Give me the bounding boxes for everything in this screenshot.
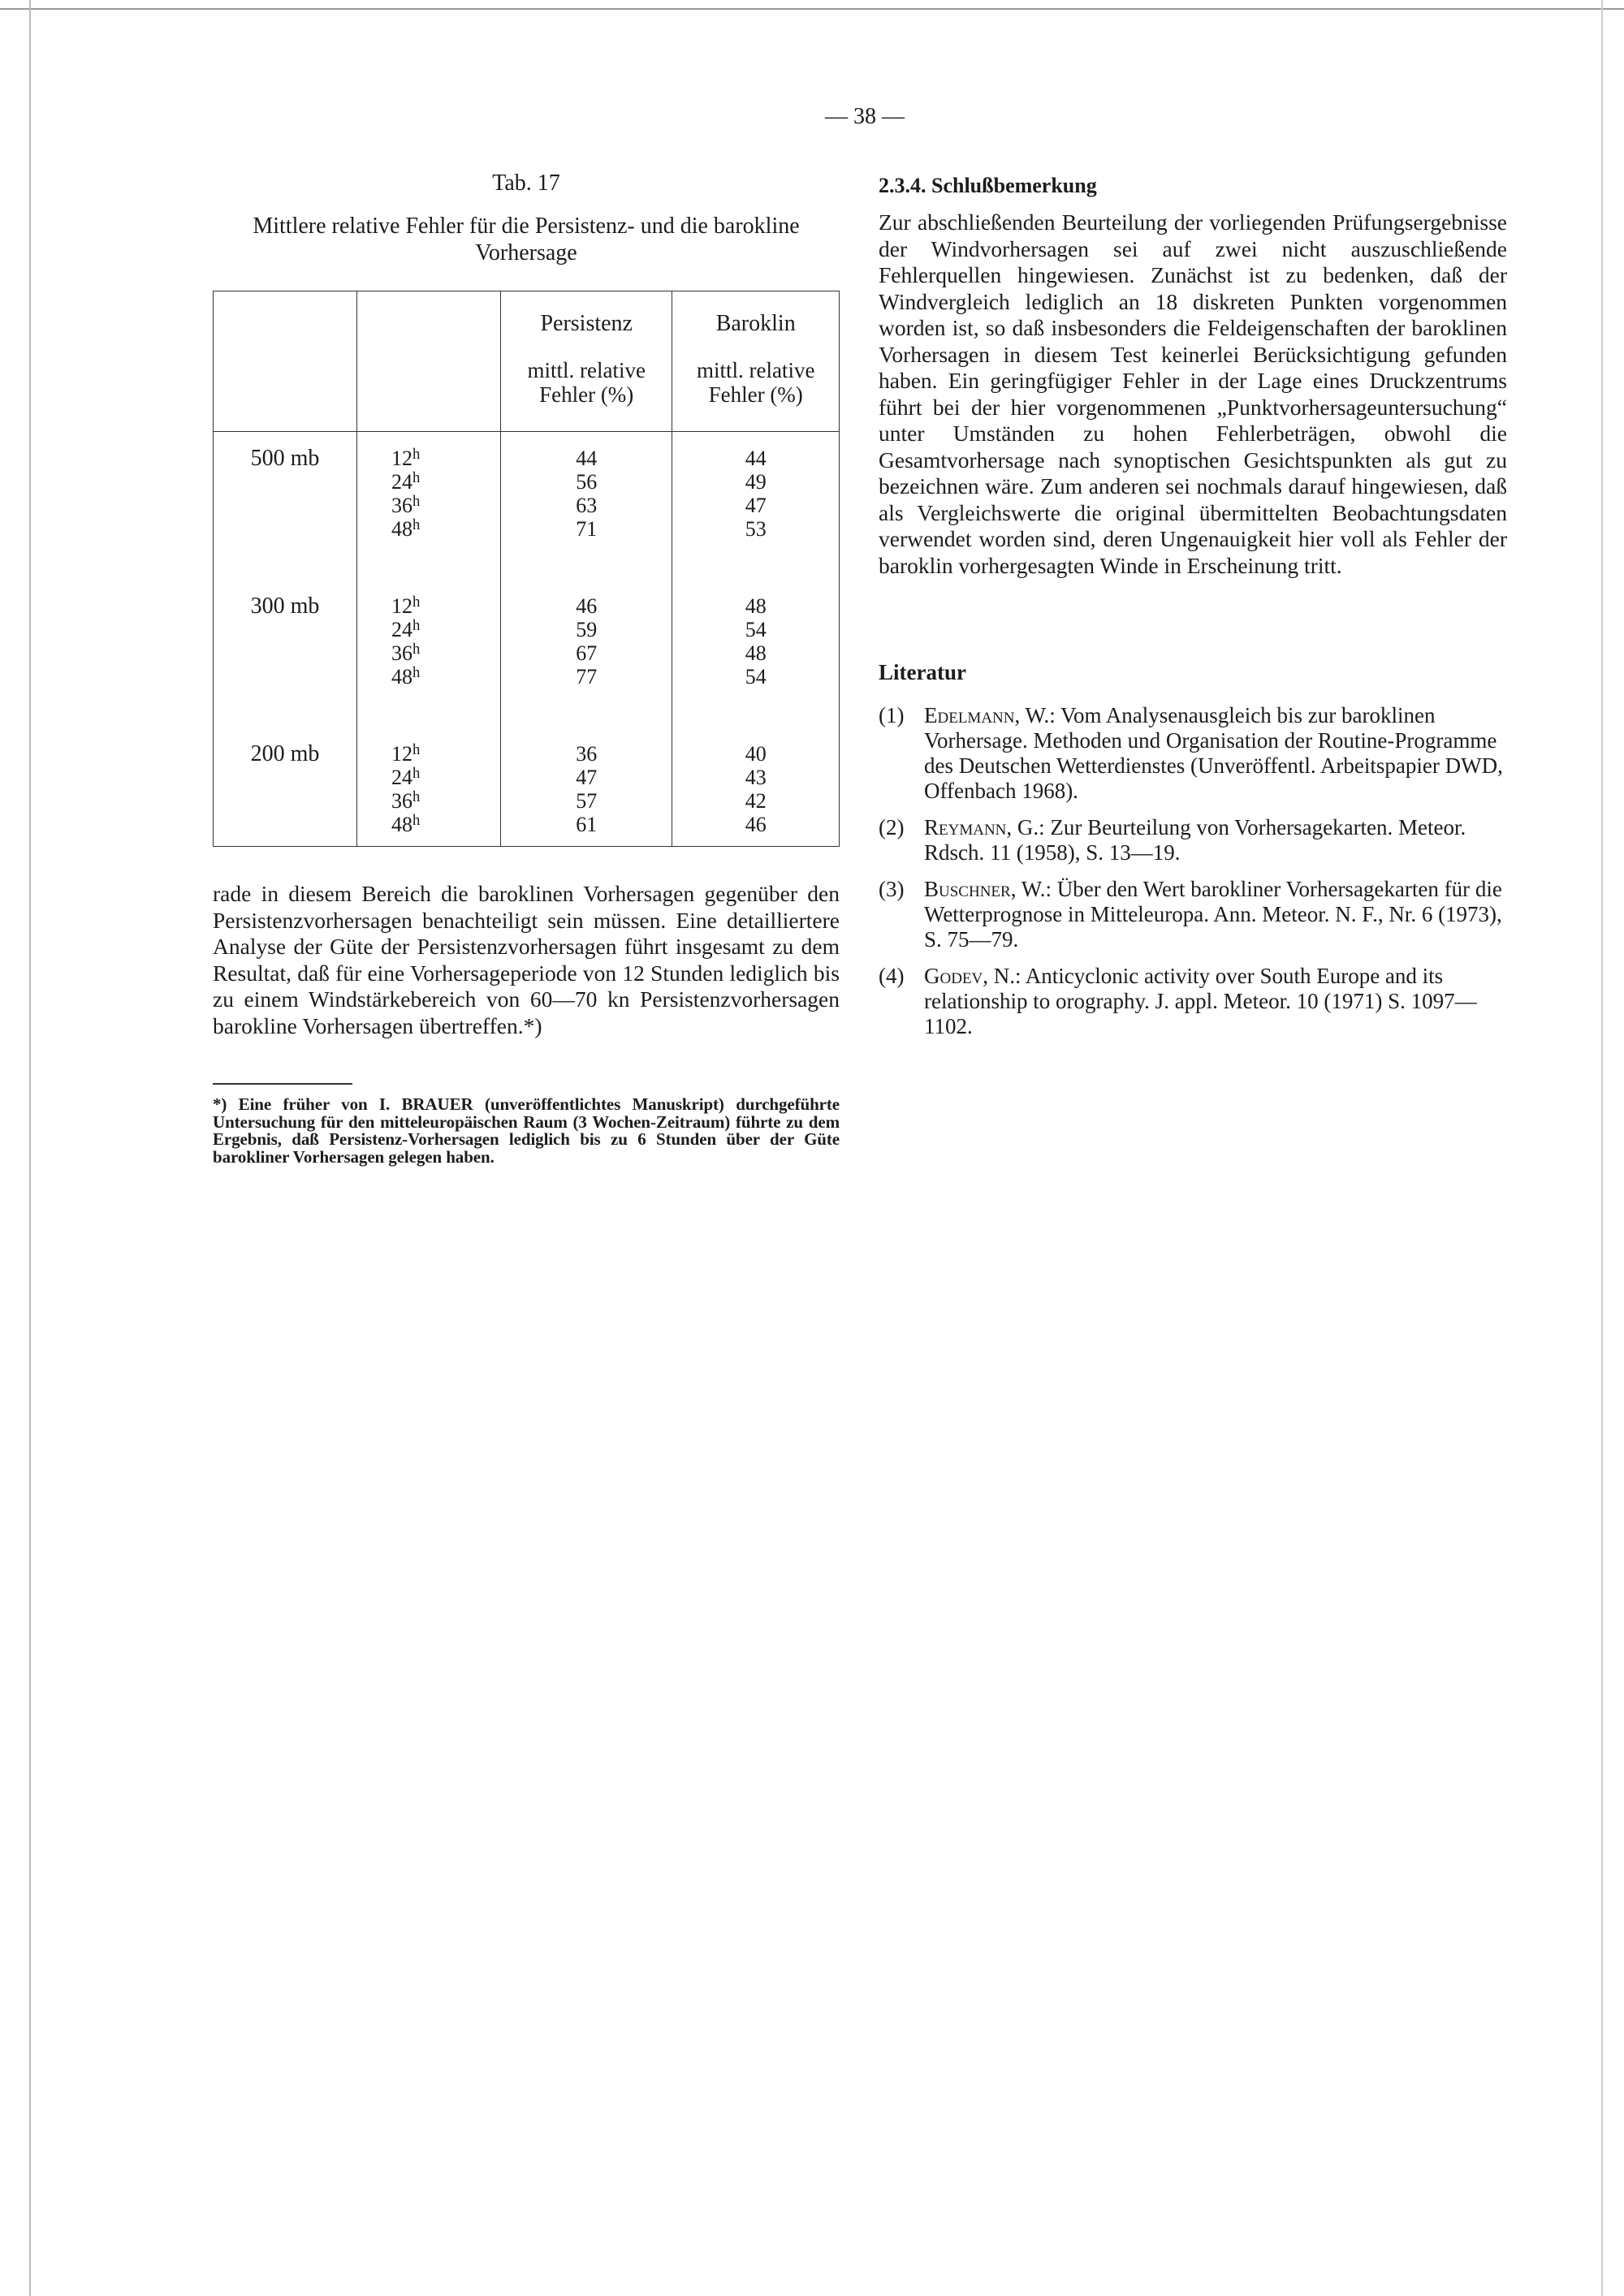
persistenz-value: 59 bbox=[576, 618, 598, 641]
pressure-level: 500 mb bbox=[214, 432, 357, 582]
forecast-hour-value: 36 bbox=[391, 494, 412, 517]
right-column bbox=[879, 174, 1507, 1051]
reference-number: (2) bbox=[879, 815, 905, 839]
forecast-hour bbox=[391, 789, 500, 813]
reference-author: Edelmann, W.: bbox=[924, 703, 1056, 727]
reference-author: Reymann, G.: bbox=[924, 815, 1045, 839]
baroklin-value: 42 bbox=[745, 789, 767, 813]
baroklin-value: 48 bbox=[745, 641, 767, 665]
forecast-hour-value: 24 bbox=[391, 766, 412, 789]
left-column bbox=[213, 170, 840, 1183]
header-persistenz-cell bbox=[501, 291, 672, 432]
hour-suffix: h bbox=[412, 740, 421, 758]
reference-list bbox=[879, 703, 1507, 1039]
hour-suffix: h bbox=[412, 764, 421, 782]
section-paragraph: Zur abschließenden Beurteilung der vorliegenden Prüfungsergebnisse der Windvorhersagen sei auf zwei nicht auszuschließende Fehlerquellen hingewiesen. Zunächst ist zu bedenken, daß der Windvergleich lediglich an 18 diskreten Punkten vorgenommen worden ist, so daß insbesonders die Feldeigenschaften der baroklinen Vorhersagen in diesem Test keinerlei Berücksichtigung gefunden haben. Ein geringfügiger Fehler in der Lage eines Druckzentrums führt bei der hier vorgenommenen „Punktvorhersageuntersuchung“ unter Umständen zu hohen Fehlerbeträgen, obwohl die Gesamtvorhersage nach synoptischen Gesichtspunkten als gut zu bezeichnen wäre. Zum anderen sei nochmals darauf hingewiesen, daß als Vergleichswerte die original übermittelten Beobachtungsdaten verwendet worden sind, deren Ungenauigkeit hier voll als Fehler der baroklin vorhergesagten Winde in Erscheinung tritt. bbox=[879, 209, 1507, 578]
persistenz-value: 47 bbox=[576, 766, 598, 789]
reference-item bbox=[879, 703, 1507, 804]
reference-text bbox=[924, 703, 1507, 804]
forecast-hour bbox=[391, 742, 500, 766]
forecast-hour-value: 24 bbox=[391, 618, 412, 641]
forecast-hour-value: 48 bbox=[391, 517, 412, 541]
left-paragraph: rade in diesem Bereich die baroklinen Vorhersagen gegenüber den Persistenzvorhersagen benachteiligt sein müssen. Eine detailliertere Analyse der Güte der Persistenzvorhersagen führt insgesamt zu dem Resultat, daß für eine Vorhersageperiode von 12 Stunden lediglich bis zu einem Windstärkebereich von 60—70 kn Persistenzvorhersagen barokline Vorhersagen übertreffen.*) bbox=[213, 881, 840, 1038]
forecast-hour bbox=[391, 766, 500, 789]
hour-suffix: h bbox=[412, 811, 421, 829]
persistenz-value: 61 bbox=[576, 813, 598, 836]
forecast-hour bbox=[391, 470, 500, 494]
hour-suffix: h bbox=[412, 640, 421, 658]
scan-border-right bbox=[1601, 0, 1603, 2296]
persistenz-value: 71 bbox=[576, 517, 598, 541]
hour-suffix: h bbox=[412, 445, 421, 463]
hour-suffix: h bbox=[412, 663, 421, 681]
persistenz-value: 67 bbox=[576, 641, 598, 665]
forecast-hour bbox=[391, 447, 500, 470]
forecast-hours-cell bbox=[357, 729, 501, 847]
hour-suffix: h bbox=[412, 788, 421, 805]
baroklin-value: 40 bbox=[745, 742, 767, 766]
reference-body: Zur Beurteilung von Vorhersagekarten. Meteor. Rdsch. 11 (1958), S. 13—19. bbox=[924, 815, 1466, 865]
reference-item bbox=[879, 815, 1507, 865]
reference-body: Anticyclonic activity over South Europe and its relationship to orography. J. appl. Meteor. 10 (1971) S. 1097—1102. bbox=[924, 964, 1477, 1038]
persistenz-values-cell bbox=[501, 729, 672, 847]
forecast-hour bbox=[391, 618, 500, 641]
reference-number: (1) bbox=[879, 703, 905, 727]
baroklin-value: 47 bbox=[745, 494, 767, 517]
baroklin-value: 49 bbox=[745, 470, 767, 494]
forecast-hour bbox=[391, 813, 500, 836]
forecast-hour-value: 12 bbox=[391, 594, 412, 618]
header-hours-cell bbox=[357, 291, 501, 432]
baroklin-value: 54 bbox=[745, 665, 767, 688]
header-baroklin-cell bbox=[672, 291, 840, 432]
baroklin-values-cell bbox=[672, 581, 840, 729]
reference-text bbox=[924, 964, 1507, 1039]
reference-number: (4) bbox=[879, 964, 905, 988]
forecast-hours-cell bbox=[357, 432, 501, 582]
forecast-hour-value: 12 bbox=[391, 742, 412, 766]
forecast-hour-value: 36 bbox=[391, 641, 412, 665]
forecast-hour-value: 48 bbox=[391, 665, 412, 688]
reference-number: (3) bbox=[879, 877, 905, 901]
hour-suffix: h bbox=[412, 468, 421, 486]
header-persistenz-sub: mittl. relative Fehler (%) bbox=[527, 358, 646, 407]
forecast-hour bbox=[391, 641, 500, 665]
table-label: Tab. 17 bbox=[492, 170, 560, 196]
scan-border-top bbox=[0, 8, 1624, 10]
forecast-hour bbox=[391, 517, 500, 541]
header-level-cell bbox=[214, 291, 357, 432]
table-header-row bbox=[214, 291, 840, 432]
hour-suffix: h bbox=[412, 492, 421, 510]
forecast-hour-value: 12 bbox=[391, 447, 412, 470]
forecast-hour-value: 48 bbox=[391, 813, 412, 836]
header-baroklin-sub: mittl. relative Fehler (%) bbox=[696, 358, 815, 407]
hour-suffix: h bbox=[412, 516, 421, 533]
pressure-level: 300 mb bbox=[214, 581, 357, 729]
footnote-rule bbox=[213, 1083, 352, 1085]
forecast-hour bbox=[391, 665, 500, 688]
hour-suffix: h bbox=[412, 616, 421, 634]
baroklin-value: 46 bbox=[745, 813, 767, 836]
forecast-hours-cell bbox=[357, 581, 501, 729]
header-persistenz: Persistenz bbox=[540, 311, 633, 336]
literature-heading: Literatur bbox=[879, 660, 966, 684]
baroklin-value: 53 bbox=[745, 517, 767, 541]
error-table bbox=[213, 291, 840, 847]
reference-author: Buschner, W.: bbox=[924, 877, 1052, 901]
table-row bbox=[214, 581, 840, 729]
baroklin-values-cell bbox=[672, 729, 840, 847]
baroklin-value: 43 bbox=[745, 766, 767, 789]
table-row bbox=[214, 729, 840, 847]
page-number: — 38 — bbox=[825, 104, 905, 129]
persistenz-values-cell bbox=[501, 432, 672, 582]
section-heading: 2.3.4. Schlußbemerkung bbox=[879, 174, 1097, 197]
pressure-level: 200 mb bbox=[214, 729, 357, 847]
persistenz-value: 77 bbox=[576, 665, 598, 688]
baroklin-value: 54 bbox=[745, 618, 767, 641]
persistenz-value: 46 bbox=[576, 594, 598, 618]
forecast-hour-value: 24 bbox=[391, 470, 412, 494]
persistenz-value: 44 bbox=[576, 447, 598, 470]
reference-text bbox=[924, 877, 1507, 952]
reference-author: Godev, N.: bbox=[924, 964, 1021, 988]
header-baroklin: Baroklin bbox=[715, 311, 796, 336]
reference-item bbox=[879, 964, 1507, 1039]
reference-body: Über den Wert barokliner Vorhersagekarten für die Wetterprognose in Mitteleuropa. Ann. Meteor. N. F., Nr. 6 (1973), S. 75—79. bbox=[924, 877, 1502, 952]
scan-border-left bbox=[29, 0, 31, 2296]
persistenz-value: 36 bbox=[576, 742, 598, 766]
forecast-hour bbox=[391, 494, 500, 517]
footnote: *) Eine früher von I. BRAUER (unveröffentlichtes Manuskript) durchgeführte Untersuchung für den mitteleuropäischen Raum (3 Wochen-Zeitraum) führte zu dem Ergebnis, daß Persistenz-Vorhersagen lediglich bis zu 6 Stunden über der Güte barokliner Vorhersagen gelegen haben. bbox=[213, 1094, 840, 1167]
persistenz-value: 56 bbox=[576, 470, 598, 494]
reference-body: Vom Analysenausgleich bis zur baroklinen Vorhersage. Methoden und Organisation der Routine-Programme des Deutschen Wetterdienstes (Unveröffentl. Arbeitspapier DWD, Offenbach 1968). bbox=[924, 703, 1503, 803]
forecast-hour-value: 36 bbox=[391, 789, 412, 813]
table-title: Mittlere relative Fehler für die Persistenz- und die barokline Vorhersage bbox=[253, 214, 800, 265]
persistenz-value: 57 bbox=[576, 789, 598, 813]
table-row bbox=[214, 432, 840, 582]
reference-item bbox=[879, 877, 1507, 952]
persistenz-value: 63 bbox=[576, 494, 598, 517]
reference-text bbox=[924, 815, 1507, 865]
baroklin-value: 44 bbox=[745, 447, 767, 470]
hour-suffix: h bbox=[412, 593, 421, 611]
baroklin-values-cell bbox=[672, 432, 840, 582]
baroklin-value: 48 bbox=[745, 594, 767, 618]
forecast-hour bbox=[391, 594, 500, 618]
persistenz-values-cell bbox=[501, 581, 672, 729]
